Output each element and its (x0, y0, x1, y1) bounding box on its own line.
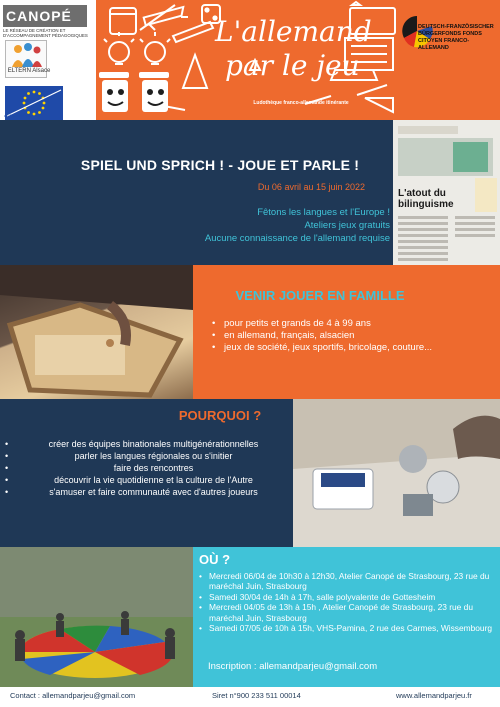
eltern-label: ELTERN Alsace (7, 68, 51, 74)
why-list (5, 438, 290, 498)
family-title: VENIR JOUER EN FAMILLE (235, 288, 405, 303)
list-item: • Mercredi 04/05 de 13h à 15h , Atelier Canopé de Strasbourg, 23 rue du maréchal Juin, Strasbourg (199, 602, 495, 623)
list-item: • Mercredi 06/04 de 10h30 à 12h30, Atelier Canopé de Strasbourg, 23 rue du maréchal Juin, Strasbourg (199, 571, 495, 592)
list-item: • Samedi 30/04 de 14h à 17h, salle polyvalente de Gottesheim (199, 592, 495, 602)
pamina-label: up PAMINA vhs (4, 113, 32, 118)
canope-logo: CANOPÉ (3, 5, 87, 27)
list-item: • pour petits et grands de 4 à 99 ans (212, 318, 442, 330)
intro-dates: Du 06 avril au 15 juin 2022 (257, 182, 365, 192)
activity-table-photo (293, 399, 500, 547)
character-icon (99, 72, 169, 112)
intro-title: SPIEL UND SPRICH ! - JOUE ET PARLE ! (80, 157, 360, 173)
game-board-photo (0, 265, 193, 399)
list-item: • découvrir la vie quotidienne et la culture de l'Autre (5, 474, 290, 486)
intro-line: Ateliers jeux gratuits (304, 220, 390, 231)
newspaper-headline: L'atout du bilinguisme (398, 188, 454, 210)
parachute-game-photo (0, 547, 193, 687)
intro-line: Aucune connaissance de l'allemand requise (204, 233, 390, 244)
list-item: • s'amuser et faire communauté avec d'autres joueurs (5, 486, 290, 498)
footer-contact[interactable]: Contact : allemandparjeu@gmail.com (10, 691, 136, 700)
why-title: POURQUOI ? (178, 408, 262, 423)
title-line-1: L'allemand (215, 15, 372, 48)
title-line-2: par le jeu (225, 49, 360, 82)
intro-line: Fêtons les langues et l'Europe ! (257, 207, 390, 218)
list-item: • faire des rencontres (5, 462, 290, 474)
family-list (212, 318, 442, 354)
footer-siret: Siret n°900 233 511 00014 (212, 691, 301, 700)
list-item: • jeux de société, jeux sportifs, bricolage, couture... (212, 342, 442, 354)
header-title (215, 15, 375, 83)
lightbulb-icon (104, 32, 170, 64)
where-list (199, 571, 495, 633)
family-icon (6, 41, 48, 69)
list-item: • en allemand, français, alsacien (212, 330, 442, 342)
where-title: OÙ ? (199, 552, 231, 567)
list-item: • Samedi 07/05 de 10h à 15h, VHS-Pamina, 2 rue des Carmes, Wissembourg (199, 623, 495, 633)
list-item: • créer des équipes binationales multigénérationnelles (5, 438, 290, 450)
canope-tagline: LE RÉSEAU DE CRÉATION ET D'ACCOMPAGNEMENT PÉDAGOGIQUES (3, 28, 88, 38)
inscription-email[interactable]: Inscription : allemandparjeu@gmail.com (208, 661, 378, 672)
footer-website[interactable]: www.allemandparjeu.fr (396, 691, 472, 700)
list-item: • parler les langues régionales ou s'initier (5, 450, 290, 462)
buergerfonds-name: DEUTSCH-FRANZÖSISCHER BÜRGERFONDS FONDS CITOYEN FRANCO-ALLEMAND (418, 24, 494, 51)
header-subtitle: Ludothèque franco-allemande itinérante (253, 100, 349, 106)
